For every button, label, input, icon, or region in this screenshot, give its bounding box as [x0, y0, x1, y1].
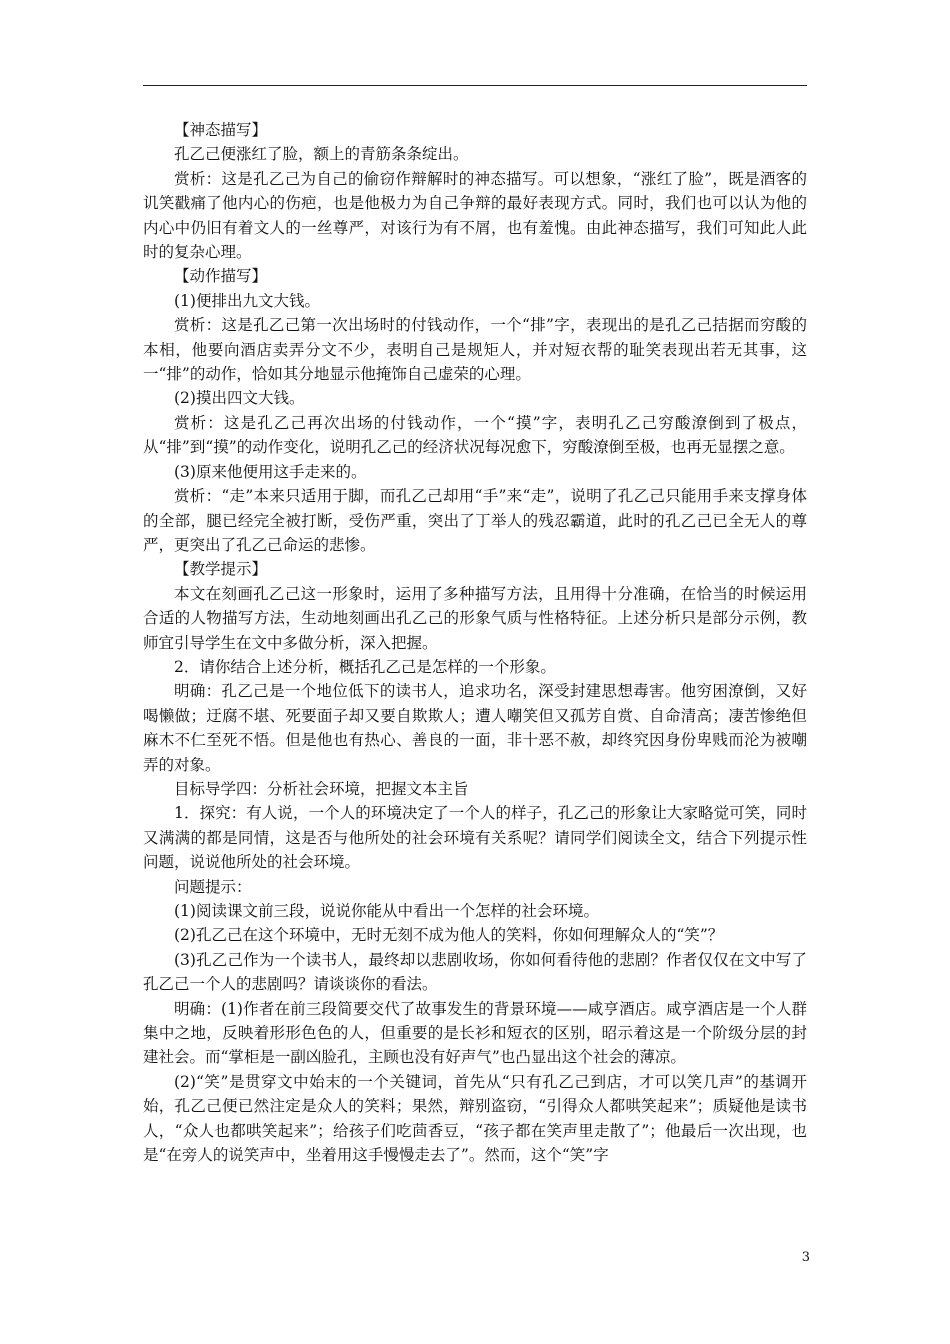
- paragraph: 问题提示：: [174, 877, 252, 896]
- paragraph: (1)便排出九文大钱。: [174, 291, 320, 310]
- paragraph: 2．请你结合上述分析，概括孔乙己是怎样的一个形象。: [174, 657, 556, 676]
- paragraph: 明确：(1)作者在前三段简要交代了故事发生的背景环境——咸亨酒店。咸亨酒店是一个人群集中之地，反映着形形色色的人，但重要的是长衫和短衣的区别，昭示着这是一个阶级分层的封建社会。而“掌柜是一副凶脸孔，主顾也没有好声气”也凸显出这个社会的薄凉。: [143, 999, 807, 1067]
- paragraph: 【动作描写】: [174, 267, 268, 286]
- paragraph: 赏析：这是孔乙己再次出场的付钱动作，一个“摸”字，表明孔乙己穷酸潦倒到了极点，从“排”到“摸”的动作变化，说明孔乙己的经济状况每况愈下，穷酸潦倒至极，也再无显摆之意。: [143, 413, 807, 457]
- paragraph: (3)孔乙己作为一个读书人，最终却以悲剧收场，你如何看待他的悲剧？作者仅仅在文中写了孔乙己一个人的悲剧吗？请谈谈你的看法。: [143, 950, 807, 994]
- header-rule: [143, 85, 807, 86]
- paragraph: (2)孔乙己在这个环境中，无时无刻不成为他人的笑料，你如何理解众人的“笑”？: [174, 926, 724, 945]
- paragraph: 目标导学四：分析社会环境，把握文本主旨: [174, 779, 469, 798]
- paragraph: 【教学提示】: [174, 560, 268, 579]
- page-number: 3: [801, 1250, 810, 1265]
- paragraph: 本文在刻画孔乙己这一形象时，运用了多种描写方法，且用得十分准确，在恰当的时候运用合适的人物描写方法，生动地刻画出孔乙己的形象气质与性格特征。上述分析只是部分示例，教师宜引导学生在文中多做分析，深入把握。: [143, 584, 807, 652]
- paragraph: 【神态描写】: [174, 121, 268, 139]
- paragraph: 赏析：这是孔乙己第一次出场时的付钱动作，一个“排”字，表现出的是孔乙己拮据而穷酸的本相，他要向酒店卖弄分文不少，表明自己是规矩人，并对短衣帮的耻笑表现出若无其事，这一“排”的动作，恰如其分地显示他掩饰自己虚荣的心理。: [143, 316, 807, 384]
- paragraph: (3)原来他便用这手走来的。: [174, 462, 367, 481]
- paragraph: 赏析：“走”本来只适用于脚，而孔乙己却用“手”来“走”，说明了孔乙己只能用手来支撑身体的全部，腿已经完全被打断，受伤严重，突出了丁举人的残忍霸道，此时的孔乙己已全无人的尊严，更突出了孔乙己命运的悲惨。: [143, 487, 807, 554]
- paragraph: (2)“笑”是贯穿文中始末的一个关键词，首先从“只有孔乙己到店，才可以笑几声”的基调开始，孔乙己便已然注定是众人的笑料；果然，辩别盗窃，“引得众人都哄笑起来”；质疑他是读书人，“众人也都哄笑起来”；给孩子们吃茴香豆，“孩子都在笑声里走散了”；他最后一次出现，也是“在旁人的说笑声中，坐着用这手慢慢走去了”。然而，这个“笑”字: [143, 1072, 807, 1165]
- paragraph: (1)阅读课文前三段，说说你能从中看出一个怎样的社会环境。: [174, 902, 599, 920]
- paragraph: 1．探究：有人说，一个人的环境决定了一个人的样子，孔乙己的形象让大家略觉可笑，同时又满满的都是同情，这是否与他所处的社会环境有关系呢？请同学们阅读全文，结合下列提示性问题，说说他所处的社会环境。: [143, 804, 807, 872]
- document-body: [143, 118, 807, 1167]
- paragraph: (2)摸出四文大钱。: [174, 389, 305, 408]
- paragraph: 明确：孔乙己是一个地位低下的读书人，追求功名，深受封建思想毒害。他穷困潦倒，又好喝懒做；迂腐不堪、死要面子却又要自欺欺人；遭人嘲笑但又孤芳自赏、自命清高；凄苦惨绝但麻木不仁至死不悟。但是他也有热心、善良的一面，非十恶不赦，却终究因身份卑贱而沦为被嘲弄的对象。: [143, 682, 807, 774]
- paragraph: 孔乙己便涨红了脸，额上的青筋条条绽出。: [174, 145, 469, 164]
- paragraph: 赏析：这是孔乙己为自己的偷窃作辩解时的神态描写。可以想象，“涨红了脸”，既是酒客的讥笑戳痛了他内心的伤疤，也是他极力为自己争辩的最好表现方式。同时，我们也可以认为他的内心中仍旧有着文人的一丝尊严，对该行为有不屑，也有羞愧。由此神态描写，我们可知此人此时的复杂心理。: [143, 169, 807, 262]
